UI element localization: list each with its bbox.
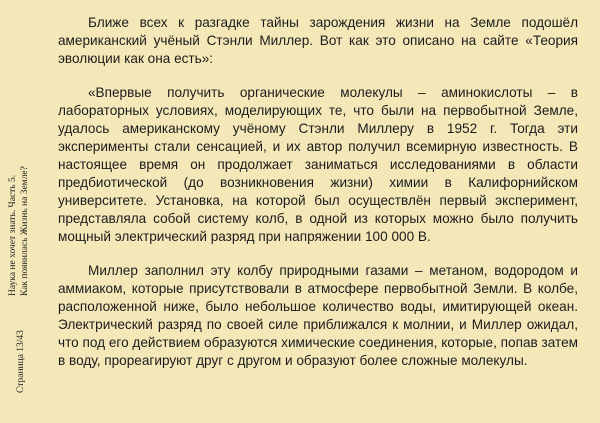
- paragraph-miller-experiment: Миллер заполнил эту колбу природными газами – метаном, водородом и аммиаком, которые присутствовали в атмосфере первобытной Земли. В колбе, расположенной ниже, было небольшое количество воды, имитирующей океан. Электрический разряд по своей силе приближался к молнии, и Миллер ожидал, что под его действием образуются химические соединения, которые, попав затем в воду, прореагируют друг с другом и образуют более сложные молекулы.: [58, 263, 578, 368]
- paragraph-quote: «Впервые получить органические молекулы – аминокислоты – в лабораторных условиях, моделирующих те, что были на первобытной Земле, удалось американскому учёному Стэнли Миллеру в 1952 г. Тогда эти эксперименты стали сенсацией, и их автор получил всемирную известность. В настоящее время он продолжает заниматься исследованиями в области предбиотической (до возникновения жизни) химии в Калифорнийском университете. Установка, на которой был осуществлён первый эксперимент, представляла собой систему колб, в одной из которых можно было получить мощный электрический разряд при напряжении 100 000 В.: [58, 85, 578, 244]
- side-title-line-1: Наука не хочет знать. Часть 5.: [8, 174, 18, 296]
- page-number: Страница 13/43: [16, 330, 26, 393]
- main-text: [58, 14, 578, 370]
- side-title-line-2: Как появилась Жизнь на Земле?: [20, 166, 30, 296]
- side-book-title: [7, 136, 31, 296]
- paragraph-intro: Ближе всех к разгадке тайны зарождения жизни на Земле подошёл американский учёный Стэнли Миллер. Вот как это описано на сайте «Теория эволюции как она есть»:: [58, 15, 578, 66]
